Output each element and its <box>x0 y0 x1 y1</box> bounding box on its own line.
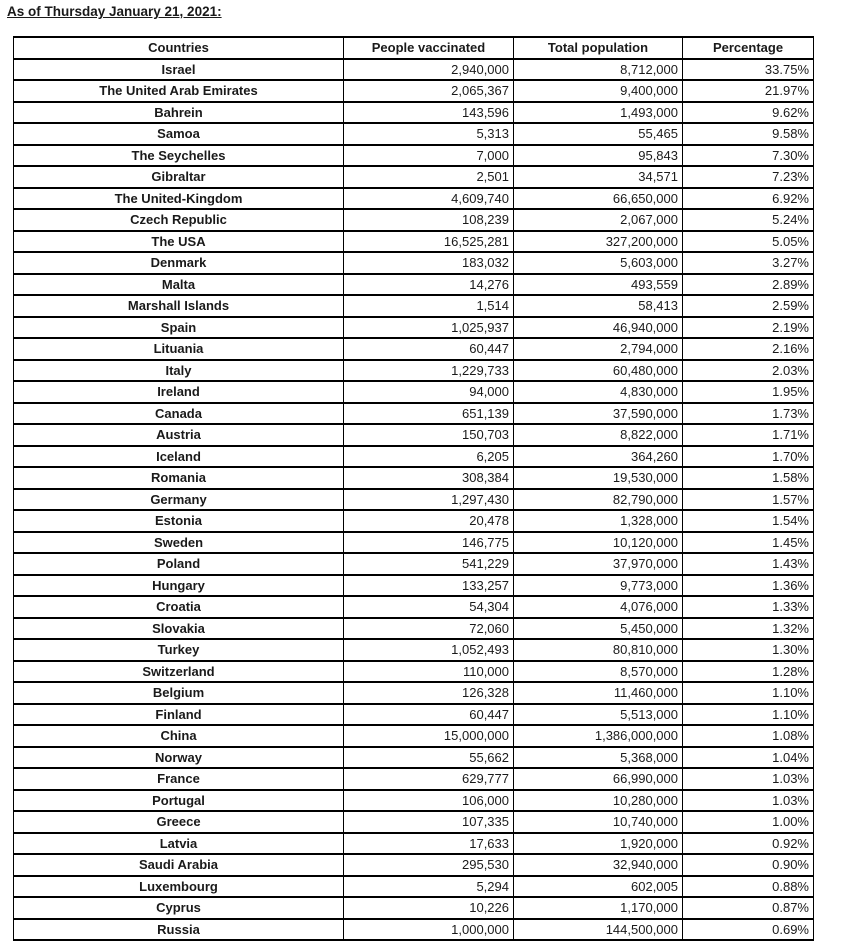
cell-country: Switzerland <box>14 661 344 683</box>
cell-people-vaccinated: 16,525,281 <box>344 231 514 253</box>
table-body <box>14 59 814 941</box>
cell-country: The United-Kingdom <box>14 188 344 210</box>
cell-percentage: 3.27% <box>683 252 814 274</box>
table-row <box>14 596 814 618</box>
cell-total-population: 5,368,000 <box>514 747 683 769</box>
cell-total-population: 10,120,000 <box>514 532 683 554</box>
table-row <box>14 102 814 124</box>
cell-country: Gibraltar <box>14 166 344 188</box>
cell-people-vaccinated: 72,060 <box>344 618 514 640</box>
cell-total-population: 493,559 <box>514 274 683 296</box>
cell-total-population: 1,493,000 <box>514 102 683 124</box>
cell-percentage: 1.54% <box>683 510 814 532</box>
table-row <box>14 854 814 876</box>
table-row <box>14 317 814 339</box>
cell-country: China <box>14 725 344 747</box>
cell-total-population: 46,940,000 <box>514 317 683 339</box>
cell-percentage: 33.75% <box>683 59 814 81</box>
cell-percentage: 2.16% <box>683 338 814 360</box>
cell-country: Belgium <box>14 682 344 704</box>
cell-people-vaccinated: 133,257 <box>344 575 514 597</box>
cell-people-vaccinated: 2,065,367 <box>344 80 514 102</box>
cell-total-population: 32,940,000 <box>514 854 683 876</box>
table-row <box>14 188 814 210</box>
cell-total-population: 80,810,000 <box>514 639 683 661</box>
cell-country: Poland <box>14 553 344 575</box>
cell-percentage: 1.04% <box>683 747 814 769</box>
cell-people-vaccinated: 94,000 <box>344 381 514 403</box>
table-row <box>14 209 814 231</box>
cell-percentage: 1.10% <box>683 704 814 726</box>
cell-percentage: 1.03% <box>683 790 814 812</box>
cell-people-vaccinated: 14,276 <box>344 274 514 296</box>
cell-percentage: 1.03% <box>683 768 814 790</box>
cell-percentage: 1.36% <box>683 575 814 597</box>
table-row <box>14 768 814 790</box>
cell-total-population: 34,571 <box>514 166 683 188</box>
cell-percentage: 5.24% <box>683 209 814 231</box>
cell-total-population: 19,530,000 <box>514 467 683 489</box>
cell-total-population: 60,480,000 <box>514 360 683 382</box>
cell-country: Romania <box>14 467 344 489</box>
cell-total-population: 2,794,000 <box>514 338 683 360</box>
cell-people-vaccinated: 108,239 <box>344 209 514 231</box>
cell-total-population: 1,386,000,000 <box>514 725 683 747</box>
cell-people-vaccinated: 183,032 <box>344 252 514 274</box>
cell-country: Croatia <box>14 596 344 618</box>
cell-total-population: 11,460,000 <box>514 682 683 704</box>
cell-percentage: 1.32% <box>683 618 814 640</box>
cell-total-population: 66,650,000 <box>514 188 683 210</box>
cell-total-population: 5,603,000 <box>514 252 683 274</box>
table-row <box>14 639 814 661</box>
cell-country: Cyprus <box>14 897 344 919</box>
cell-percentage: 0.92% <box>683 833 814 855</box>
cell-country: Marshall Islands <box>14 295 344 317</box>
cell-country: Estonia <box>14 510 344 532</box>
cell-country: Iceland <box>14 446 344 468</box>
cell-people-vaccinated: 55,662 <box>344 747 514 769</box>
cell-people-vaccinated: 107,335 <box>344 811 514 833</box>
cell-total-population: 5,450,000 <box>514 618 683 640</box>
table-row <box>14 231 814 253</box>
table-row <box>14 553 814 575</box>
cell-percentage: 1.45% <box>683 532 814 554</box>
table-row <box>14 274 814 296</box>
cell-percentage: 1.70% <box>683 446 814 468</box>
cell-percentage: 2.19% <box>683 317 814 339</box>
cell-people-vaccinated: 2,501 <box>344 166 514 188</box>
table-row <box>14 489 814 511</box>
table-row <box>14 833 814 855</box>
cell-country: Luxembourg <box>14 876 344 898</box>
cell-country: Portugal <box>14 790 344 812</box>
cell-people-vaccinated: 106,000 <box>344 790 514 812</box>
cell-total-population: 1,920,000 <box>514 833 683 855</box>
cell-country: Lituania <box>14 338 344 360</box>
cell-total-population: 364,260 <box>514 446 683 468</box>
cell-total-population: 2,067,000 <box>514 209 683 231</box>
cell-people-vaccinated: 1,297,430 <box>344 489 514 511</box>
cell-percentage: 1.73% <box>683 403 814 425</box>
table-row <box>14 876 814 898</box>
cell-people-vaccinated: 10,226 <box>344 897 514 919</box>
cell-people-vaccinated: 1,229,733 <box>344 360 514 382</box>
cell-percentage: 0.88% <box>683 876 814 898</box>
cell-percentage: 1.00% <box>683 811 814 833</box>
cell-country: Germany <box>14 489 344 511</box>
cell-country: The Seychelles <box>14 145 344 167</box>
cell-people-vaccinated: 1,514 <box>344 295 514 317</box>
table-row <box>14 424 814 446</box>
cell-country: Finland <box>14 704 344 726</box>
cell-country: Latvia <box>14 833 344 855</box>
cell-country: The USA <box>14 231 344 253</box>
cell-country: Samoa <box>14 123 344 145</box>
cell-people-vaccinated: 1,025,937 <box>344 317 514 339</box>
cell-percentage: 0.69% <box>683 919 814 941</box>
table-row <box>14 811 814 833</box>
cell-total-population: 95,843 <box>514 145 683 167</box>
cell-country: France <box>14 768 344 790</box>
cell-people-vaccinated: 110,000 <box>344 661 514 683</box>
cell-country: Saudi Arabia <box>14 854 344 876</box>
cell-total-population: 37,590,000 <box>514 403 683 425</box>
cell-total-population: 8,712,000 <box>514 59 683 81</box>
table-row <box>14 704 814 726</box>
table-row <box>14 725 814 747</box>
table-row <box>14 166 814 188</box>
table-row <box>14 510 814 532</box>
cell-country: Italy <box>14 360 344 382</box>
cell-total-population: 4,830,000 <box>514 381 683 403</box>
table-row <box>14 446 814 468</box>
cell-percentage: 6.92% <box>683 188 814 210</box>
cell-percentage: 1.95% <box>683 381 814 403</box>
page-title: As of Thursday January 21, 2021: <box>7 4 222 19</box>
cell-total-population: 37,970,000 <box>514 553 683 575</box>
table-row <box>14 919 814 941</box>
cell-country: Russia <box>14 919 344 941</box>
cell-percentage: 9.58% <box>683 123 814 145</box>
cell-people-vaccinated: 54,304 <box>344 596 514 618</box>
cell-percentage: 1.30% <box>683 639 814 661</box>
cell-country: Spain <box>14 317 344 339</box>
cell-total-population: 4,076,000 <box>514 596 683 618</box>
cell-total-population: 8,822,000 <box>514 424 683 446</box>
cell-total-population: 10,280,000 <box>514 790 683 812</box>
table-row <box>14 123 814 145</box>
cell-people-vaccinated: 126,328 <box>344 682 514 704</box>
table-row <box>14 59 814 81</box>
cell-people-vaccinated: 5,313 <box>344 123 514 145</box>
cell-people-vaccinated: 1,052,493 <box>344 639 514 661</box>
cell-people-vaccinated: 6,205 <box>344 446 514 468</box>
cell-country: Sweden <box>14 532 344 554</box>
table-row <box>14 790 814 812</box>
cell-percentage: 1.58% <box>683 467 814 489</box>
cell-percentage: 7.30% <box>683 145 814 167</box>
cell-total-population: 1,328,000 <box>514 510 683 532</box>
cell-percentage: 1.33% <box>683 596 814 618</box>
cell-people-vaccinated: 4,609,740 <box>344 188 514 210</box>
table-row <box>14 575 814 597</box>
cell-people-vaccinated: 20,478 <box>344 510 514 532</box>
cell-country: Turkey <box>14 639 344 661</box>
cell-total-population: 58,413 <box>514 295 683 317</box>
cell-people-vaccinated: 541,229 <box>344 553 514 575</box>
cell-country: Hungary <box>14 575 344 597</box>
cell-total-population: 1,170,000 <box>514 897 683 919</box>
table-row <box>14 80 814 102</box>
cell-country: Malta <box>14 274 344 296</box>
cell-percentage: 21.97% <box>683 80 814 102</box>
cell-percentage: 1.71% <box>683 424 814 446</box>
cell-country: Czech Republic <box>14 209 344 231</box>
cell-country: Slovakia <box>14 618 344 640</box>
cell-people-vaccinated: 651,139 <box>344 403 514 425</box>
column-header-people-vaccinated: People vaccinated <box>344 37 514 59</box>
table-row <box>14 661 814 683</box>
cell-percentage: 0.90% <box>683 854 814 876</box>
cell-percentage: 2.59% <box>683 295 814 317</box>
cell-percentage: 0.87% <box>683 897 814 919</box>
cell-people-vaccinated: 143,596 <box>344 102 514 124</box>
table-row <box>14 682 814 704</box>
cell-total-population: 327,200,000 <box>514 231 683 253</box>
cell-people-vaccinated: 15,000,000 <box>344 725 514 747</box>
cell-country: Canada <box>14 403 344 425</box>
table-row <box>14 381 814 403</box>
cell-country: Israel <box>14 59 344 81</box>
cell-country: Bahrein <box>14 102 344 124</box>
cell-total-population: 602,005 <box>514 876 683 898</box>
cell-percentage: 1.08% <box>683 725 814 747</box>
cell-people-vaccinated: 150,703 <box>344 424 514 446</box>
cell-people-vaccinated: 17,633 <box>344 833 514 855</box>
cell-percentage: 9.62% <box>683 102 814 124</box>
table-row <box>14 467 814 489</box>
cell-country: The United Arab Emirates <box>14 80 344 102</box>
cell-people-vaccinated: 5,294 <box>344 876 514 898</box>
table-row <box>14 295 814 317</box>
cell-people-vaccinated: 60,447 <box>344 338 514 360</box>
cell-total-population: 9,400,000 <box>514 80 683 102</box>
table-row <box>14 897 814 919</box>
table-row <box>14 360 814 382</box>
cell-percentage: 7.23% <box>683 166 814 188</box>
cell-country: Denmark <box>14 252 344 274</box>
cell-percentage: 1.28% <box>683 661 814 683</box>
column-header-total-population: Total population <box>514 37 683 59</box>
cell-people-vaccinated: 1,000,000 <box>344 919 514 941</box>
cell-percentage: 1.43% <box>683 553 814 575</box>
cell-people-vaccinated: 7,000 <box>344 145 514 167</box>
cell-total-population: 55,465 <box>514 123 683 145</box>
header-row <box>14 37 814 59</box>
cell-percentage: 2.03% <box>683 360 814 382</box>
cell-country: Ireland <box>14 381 344 403</box>
cell-people-vaccinated: 2,940,000 <box>344 59 514 81</box>
cell-total-population: 5,513,000 <box>514 704 683 726</box>
cell-total-population: 66,990,000 <box>514 768 683 790</box>
cell-total-population: 9,773,000 <box>514 575 683 597</box>
cell-people-vaccinated: 60,447 <box>344 704 514 726</box>
cell-country: Greece <box>14 811 344 833</box>
cell-total-population: 82,790,000 <box>514 489 683 511</box>
cell-total-population: 10,740,000 <box>514 811 683 833</box>
cell-total-population: 144,500,000 <box>514 919 683 941</box>
column-header-percentage: Percentage <box>683 37 814 59</box>
cell-country: Norway <box>14 747 344 769</box>
cell-percentage: 2.89% <box>683 274 814 296</box>
table-row <box>14 618 814 640</box>
column-header-countries: Countries <box>14 37 344 59</box>
cell-people-vaccinated: 146,775 <box>344 532 514 554</box>
cell-total-population: 8,570,000 <box>514 661 683 683</box>
cell-percentage: 1.10% <box>683 682 814 704</box>
cell-people-vaccinated: 295,530 <box>344 854 514 876</box>
table-row <box>14 532 814 554</box>
table-row <box>14 145 814 167</box>
table-row <box>14 338 814 360</box>
table-row <box>14 252 814 274</box>
cell-country: Austria <box>14 424 344 446</box>
table-row <box>14 747 814 769</box>
cell-people-vaccinated: 629,777 <box>344 768 514 790</box>
cell-people-vaccinated: 308,384 <box>344 467 514 489</box>
cell-percentage: 1.57% <box>683 489 814 511</box>
table-row <box>14 403 814 425</box>
vaccination-table <box>13 36 814 941</box>
cell-percentage: 5.05% <box>683 231 814 253</box>
